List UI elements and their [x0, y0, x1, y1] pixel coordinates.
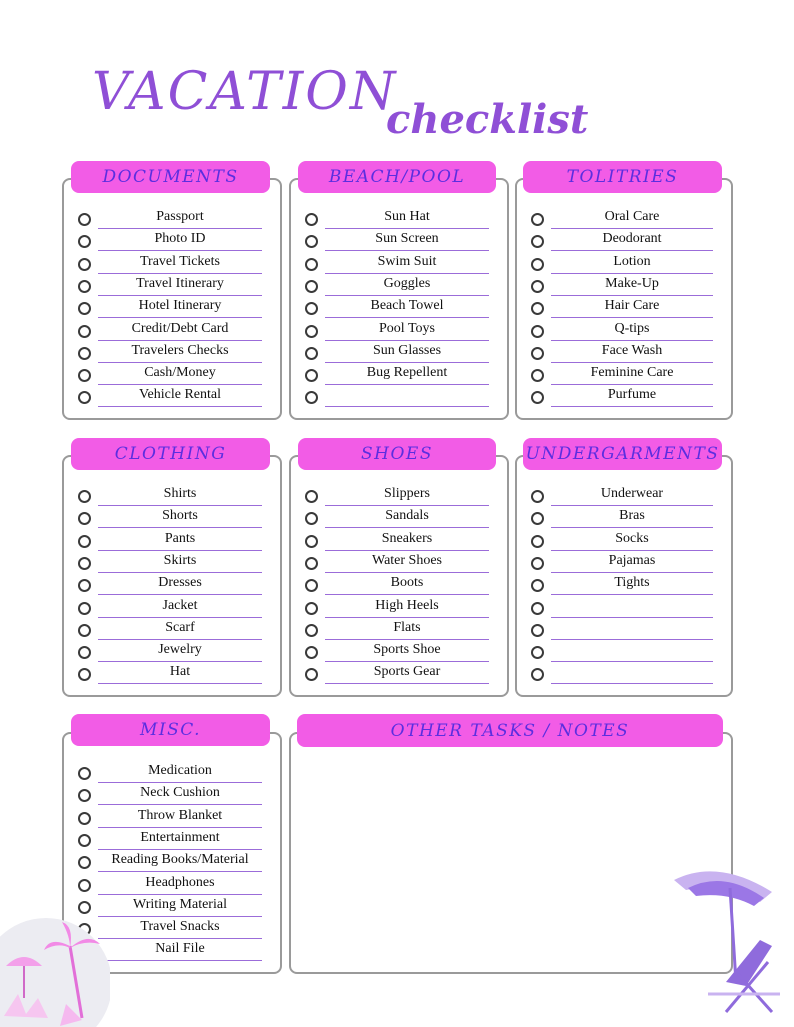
- checklist-item-label: Face Wash: [601, 343, 663, 358]
- checkbox-circle[interactable]: [531, 512, 544, 525]
- item-underline: [325, 550, 489, 551]
- checkbox-circle[interactable]: [305, 557, 318, 570]
- checkbox-circle[interactable]: [78, 767, 91, 780]
- checklist-item[interactable]: [78, 386, 264, 408]
- item-underline: [98, 340, 262, 341]
- checklist-item-label: Socks: [615, 531, 649, 546]
- checklist-item-label: Credit/Debt Card: [131, 321, 229, 336]
- checkbox-circle[interactable]: [531, 579, 544, 592]
- checklist-item-label: Pants: [164, 531, 196, 546]
- item-underline: [98, 384, 262, 385]
- checkbox-circle[interactable]: [78, 668, 91, 681]
- item-underline: [98, 250, 262, 251]
- checkbox-circle[interactable]: [531, 624, 544, 637]
- item-underline: [98, 527, 262, 528]
- checkbox-circle[interactable]: [78, 490, 91, 503]
- item-underline: [325, 250, 489, 251]
- item-underline: [98, 406, 262, 407]
- item-underline: [551, 362, 713, 363]
- checklist-item[interactable]: [78, 507, 264, 529]
- item-underline: [325, 661, 489, 662]
- item-underline: [551, 273, 713, 274]
- checklist-item-label: Q-tips: [614, 321, 650, 336]
- beach-chair-icon: [708, 940, 780, 1012]
- checklist-item-label: Headphones: [145, 875, 215, 890]
- checklist-item-label: Entertainment: [140, 830, 220, 845]
- checklist-item[interactable]: [305, 663, 491, 685]
- shoes-header: SHOES: [298, 438, 496, 470]
- item-underline: [325, 683, 489, 684]
- item-underline: [98, 639, 262, 640]
- checklist-item[interactable]: [78, 530, 264, 552]
- checkbox-circle[interactable]: [305, 535, 318, 548]
- checklist-item-label: Bras: [619, 508, 645, 523]
- checkbox-circle[interactable]: [78, 557, 91, 570]
- checklist-item[interactable]: [78, 829, 264, 851]
- checklist-item-label: Make-Up: [605, 276, 659, 291]
- item-underline: [98, 362, 262, 363]
- checkbox-circle[interactable]: [78, 258, 91, 271]
- misc-header: MISC.: [71, 714, 270, 746]
- item-underline: [98, 683, 262, 684]
- checklist-item-label: Sun Glasses: [372, 343, 442, 358]
- checkbox-circle[interactable]: [531, 213, 544, 226]
- checklist-item[interactable]: [78, 597, 264, 619]
- item-underline: [325, 340, 489, 341]
- checkbox-circle[interactable]: [78, 579, 91, 592]
- item-underline: [98, 938, 262, 939]
- checklist-item-label: Neck Cushion: [140, 785, 220, 800]
- checkbox-circle[interactable]: [531, 258, 544, 271]
- checklist-item[interactable]: [78, 851, 264, 873]
- checklist-item-label: Vehicle Rental: [138, 387, 222, 402]
- checklist-item-label: Photo ID: [154, 231, 206, 246]
- checklist-item[interactable]: [305, 485, 491, 507]
- checklist-item[interactable]: [78, 364, 264, 386]
- checklist-item-label: Dresses: [158, 575, 202, 590]
- checklist-item-label: Boots: [390, 575, 424, 590]
- checklist-item-label: Writing Material: [133, 897, 227, 912]
- checklist-item-label: Slippers: [384, 486, 430, 501]
- item-underline: [98, 594, 262, 595]
- checklist-item-label: Hair Care: [604, 298, 660, 313]
- checklist-item[interactable]: [305, 208, 491, 230]
- checklist-item[interactable]: [531, 208, 715, 230]
- checklist-item[interactable]: [305, 574, 491, 596]
- checklist-item-label: Passport: [156, 209, 204, 224]
- checkbox-circle[interactable]: [531, 325, 544, 338]
- checkbox-circle[interactable]: [78, 789, 91, 802]
- checklist-item-label: Sports Gear: [373, 664, 441, 679]
- checkbox-circle[interactable]: [78, 302, 91, 315]
- item-underline: [98, 916, 262, 917]
- checklist-item-label: Hat: [169, 664, 191, 679]
- checklist-item[interactable]: [531, 364, 715, 386]
- checklist-item-label: Sports Shoe: [373, 642, 441, 657]
- item-underline: [325, 639, 489, 640]
- checkbox-circle[interactable]: [305, 512, 318, 525]
- item-underline: [98, 849, 262, 850]
- checkbox-circle[interactable]: [78, 856, 91, 869]
- checklist-item-label: Medication: [148, 763, 212, 778]
- checklist-item[interactable]: [305, 641, 491, 663]
- checkbox-circle[interactable]: [305, 624, 318, 637]
- item-underline: [551, 594, 713, 595]
- checklist-item[interactable]: [78, 784, 264, 806]
- checklist-item[interactable]: [305, 552, 491, 574]
- beach-scene-illustration: [0, 908, 110, 1027]
- checklist-item-label: High Heels: [375, 598, 439, 613]
- checklist-item-label: Travelers Checks: [131, 343, 229, 358]
- item-underline: [551, 527, 713, 528]
- checklist-item[interactable]: [78, 208, 264, 230]
- checklist-item[interactable]: [531, 507, 715, 529]
- checklist-item[interactable]: [305, 619, 491, 641]
- item-underline: [98, 572, 262, 573]
- item-underline: [551, 550, 713, 551]
- item-underline: [98, 960, 262, 961]
- checklist-item-label: Tights: [614, 575, 650, 590]
- checkbox-circle[interactable]: [78, 369, 91, 382]
- checklist-item[interactable]: [531, 386, 715, 408]
- checkbox-circle[interactable]: [78, 391, 91, 404]
- checkbox-circle[interactable]: [78, 602, 91, 615]
- checklist-item-label: Purfume: [607, 387, 657, 402]
- checkbox-circle[interactable]: [78, 624, 91, 637]
- checkbox-circle[interactable]: [531, 602, 544, 615]
- clothing-header: CLOTHING: [71, 438, 270, 470]
- checklist-item-label: Sun Hat: [384, 209, 430, 224]
- checklist-item[interactable]: [531, 530, 715, 552]
- checklist-item[interactable]: [78, 807, 264, 829]
- checklist-item-label: Shirts: [163, 486, 197, 501]
- checkbox-circle[interactable]: [78, 347, 91, 360]
- checklist-item-label: Travel Snacks: [140, 919, 220, 934]
- page-subtitle: checklist: [386, 96, 589, 143]
- item-underline: [98, 782, 262, 783]
- checklist-item-label: Jacket: [162, 598, 198, 613]
- checkbox-circle[interactable]: [78, 280, 91, 293]
- item-underline: [551, 384, 713, 385]
- beach-header: BEACH/POOL: [298, 161, 496, 193]
- checklist-item[interactable]: [305, 230, 491, 252]
- item-underline: [98, 661, 262, 662]
- item-underline: [98, 617, 262, 618]
- toiletries-header: TOLITRIES: [523, 161, 722, 193]
- checklist-item[interactable]: [78, 619, 264, 641]
- checkbox-circle[interactable]: [78, 834, 91, 847]
- checklist-item[interactable]: [78, 663, 264, 685]
- checklist-item[interactable]: [531, 597, 715, 619]
- checklist-item-label: Feminine Care: [590, 365, 674, 380]
- item-underline: [325, 228, 489, 229]
- checklist-item[interactable]: [531, 552, 715, 574]
- checkbox-circle[interactable]: [305, 213, 318, 226]
- checklist-item[interactable]: [531, 619, 715, 641]
- item-underline: [551, 406, 713, 407]
- item-underline: [98, 550, 262, 551]
- item-underline: [325, 594, 489, 595]
- item-underline: [325, 295, 489, 296]
- item-underline: [98, 871, 262, 872]
- checklist-item[interactable]: [305, 386, 491, 408]
- item-underline: [325, 572, 489, 573]
- checkbox-circle[interactable]: [78, 213, 91, 226]
- item-underline: [98, 827, 262, 828]
- checkbox-circle[interactable]: [531, 391, 544, 404]
- checklist-item-label: Bug Repellent: [366, 365, 448, 380]
- checklist-item[interactable]: [78, 275, 264, 297]
- checkbox-circle[interactable]: [531, 280, 544, 293]
- checkbox-circle[interactable]: [305, 325, 318, 338]
- checkbox-circle[interactable]: [305, 235, 318, 248]
- checklist-item-label: Sandals: [385, 508, 429, 523]
- item-underline: [551, 661, 713, 662]
- checklist-item-label: Scarf: [165, 620, 195, 635]
- checklist-item-label: Sun Screen: [375, 231, 439, 246]
- notes-box[interactable]: [289, 732, 733, 974]
- checklist-item[interactable]: [305, 507, 491, 529]
- item-underline: [325, 406, 489, 407]
- checklist-item-label: Travel Tickets: [139, 254, 220, 269]
- checkbox-circle[interactable]: [305, 490, 318, 503]
- checklist-item-label: Lotion: [613, 254, 651, 269]
- checklist-item[interactable]: [531, 574, 715, 596]
- item-underline: [551, 572, 713, 573]
- checklist-item[interactable]: [531, 297, 715, 319]
- checklist-item[interactable]: [305, 530, 491, 552]
- item-underline: [98, 295, 262, 296]
- checkbox-circle[interactable]: [305, 668, 318, 681]
- checklist-item[interactable]: [305, 342, 491, 364]
- checklist-item-label: Nail File: [155, 941, 205, 956]
- checkbox-circle[interactable]: [305, 369, 318, 382]
- checklist-item[interactable]: [531, 641, 715, 663]
- checklist-item[interactable]: [78, 320, 264, 342]
- item-underline: [98, 505, 262, 506]
- checklist-item[interactable]: [305, 253, 491, 275]
- documents-header: DOCUMENTS: [71, 161, 270, 193]
- item-underline: [325, 273, 489, 274]
- checkbox-circle[interactable]: [78, 879, 91, 892]
- checklist-item[interactable]: [78, 230, 264, 252]
- checklist-item-label: Reading Books/Material: [111, 852, 249, 867]
- beach-chair-illustration: [668, 862, 792, 1022]
- checklist-item[interactable]: [305, 597, 491, 619]
- checklist-item[interactable]: [78, 574, 264, 596]
- checklist-item[interactable]: [78, 762, 264, 784]
- item-underline: [551, 617, 713, 618]
- checklist-item-label: Deodorant: [602, 231, 662, 246]
- checklist-item[interactable]: [531, 275, 715, 297]
- checklist-item[interactable]: [78, 485, 264, 507]
- checkbox-circle[interactable]: [531, 535, 544, 548]
- checklist-item-label: Underwear: [600, 486, 664, 501]
- checkbox-circle[interactable]: [305, 602, 318, 615]
- checkbox-circle[interactable]: [305, 391, 318, 404]
- item-underline: [551, 228, 713, 229]
- checkbox-circle[interactable]: [305, 302, 318, 315]
- checklist-item-label: Sneakers: [381, 531, 433, 546]
- item-underline: [551, 639, 713, 640]
- checklist-item-label: Jewelry: [158, 642, 202, 657]
- checklist-item[interactable]: [78, 552, 264, 574]
- checklist-item-label: Beach Towel: [370, 298, 444, 313]
- item-underline: [551, 505, 713, 506]
- checkbox-circle[interactable]: [78, 646, 91, 659]
- checklist-item-label: Oral Care: [604, 209, 660, 224]
- checklist-item[interactable]: [305, 320, 491, 342]
- checkbox-circle[interactable]: [305, 347, 318, 360]
- checklist-item[interactable]: [531, 485, 715, 507]
- checkbox-circle[interactable]: [78, 235, 91, 248]
- checklist-item-label: Skirts: [163, 553, 197, 568]
- checkbox-circle[interactable]: [531, 302, 544, 315]
- item-underline: [98, 273, 262, 274]
- checkbox-circle[interactable]: [531, 557, 544, 570]
- checklist-item-label: Water Shoes: [371, 553, 443, 568]
- checkbox-circle[interactable]: [78, 512, 91, 525]
- checklist-item-label: Pajamas: [608, 553, 656, 568]
- item-underline: [325, 617, 489, 618]
- checklist-item[interactable]: [78, 342, 264, 364]
- checklist-item-label: Shorts: [162, 508, 198, 523]
- checklist-item[interactable]: [531, 342, 715, 364]
- checklist-item-label: Goggles: [383, 276, 431, 291]
- notes-header: OTHER TASKS / NOTES: [297, 714, 723, 747]
- checklist-item-label: Flats: [393, 620, 421, 635]
- checkbox-circle[interactable]: [531, 646, 544, 659]
- checklist-item-label: Travel Itinerary: [136, 276, 224, 291]
- item-underline: [98, 804, 262, 805]
- checklist-item-label: Hotel Itinerary: [138, 298, 222, 313]
- checklist-item-label: Swim Suit: [377, 254, 437, 269]
- item-underline: [325, 384, 489, 385]
- checkbox-circle[interactable]: [78, 535, 91, 548]
- checklist-item[interactable]: [78, 874, 264, 896]
- item-underline: [325, 317, 489, 318]
- checklist-item[interactable]: [531, 253, 715, 275]
- checkbox-circle[interactable]: [305, 579, 318, 592]
- item-underline: [98, 228, 262, 229]
- checklist-item[interactable]: [78, 641, 264, 663]
- item-underline: [325, 527, 489, 528]
- checkbox-circle[interactable]: [78, 325, 91, 338]
- checklist-item-label: Cash/Money: [144, 365, 216, 380]
- checklist-item[interactable]: [531, 663, 715, 685]
- checklist-item-label: Pool Toys: [379, 321, 435, 336]
- checkbox-circle[interactable]: [531, 369, 544, 382]
- checkbox-circle[interactable]: [305, 280, 318, 293]
- checklist-item[interactable]: [305, 364, 491, 386]
- checklist-item[interactable]: [531, 230, 715, 252]
- item-underline: [551, 683, 713, 684]
- item-underline: [551, 317, 713, 318]
- item-underline: [325, 505, 489, 506]
- checklist-item[interactable]: [531, 320, 715, 342]
- checkbox-circle[interactable]: [305, 646, 318, 659]
- item-underline: [98, 894, 262, 895]
- checkbox-circle[interactable]: [531, 347, 544, 360]
- item-underline: [551, 250, 713, 251]
- item-underline: [551, 340, 713, 341]
- checkbox-circle[interactable]: [78, 812, 91, 825]
- checkbox-circle[interactable]: [531, 235, 544, 248]
- checklist-item[interactable]: [305, 297, 491, 319]
- item-underline: [325, 362, 489, 363]
- checkbox-circle[interactable]: [531, 668, 544, 681]
- page-title: VACATION: [92, 62, 398, 122]
- checkbox-circle[interactable]: [305, 258, 318, 271]
- undergarments-header: UNDERGARMENTS: [523, 438, 722, 470]
- checklist-item[interactable]: [78, 297, 264, 319]
- item-underline: [98, 317, 262, 318]
- item-underline: [551, 295, 713, 296]
- checklist-item-label: Throw Blanket: [137, 808, 223, 823]
- checklist-item[interactable]: [305, 275, 491, 297]
- checkbox-circle[interactable]: [531, 490, 544, 503]
- checklist-item[interactable]: [78, 253, 264, 275]
